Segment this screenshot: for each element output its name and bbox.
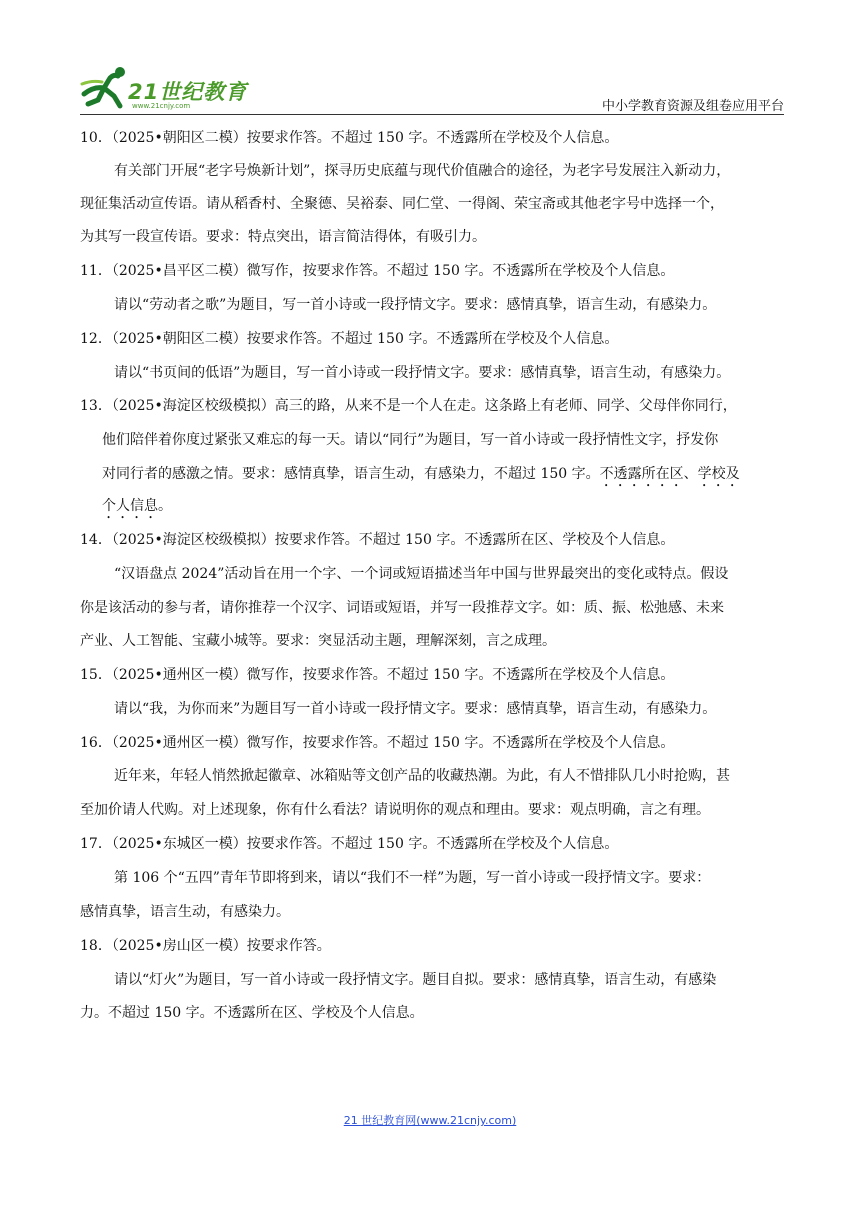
logo [80, 64, 280, 114]
question-body-line: 产业、人工智能、宝藏小城等。要求：突显活动主题，理解深刻，言之成理。 [80, 633, 556, 649]
question-title: 11．（2025•昌平区二模）微写作，按要求作答。不超过 150 字。不透露所在学校及个人信息。 [80, 263, 675, 279]
question-body-line [102, 464, 740, 490]
logo-text: 21世纪教育 [128, 80, 248, 104]
question-title: 12．（2025•朝阳区二模）按要求作答。不超过 150 字。不透露所在学校及个人信息。 [80, 331, 619, 347]
question-title: 15．（2025•通州区一模）微写作，按要求作答。不超过 150 字。不透露所在学校及个人信息。 [80, 667, 675, 683]
question-body-line: 力。不超过 150 字。不透露所在区、学校及个人信息。 [80, 1005, 424, 1021]
question-title: 17．（2025•东城区一模）按要求作答。不超过 150 字。不透露所在学校及个人信息。 [80, 836, 619, 852]
question-body-text: 对同行者的感激之情。要求：感情真挚，语言生动，有感染力，不超过 150 字。 [102, 466, 600, 482]
question-body-line: 感情真挚，语言生动，有感染力。 [80, 904, 290, 920]
question-body-line: 请以“灯火”为题目，写一首小诗或一段抒情文字。题目自拟。要求：感情真挚，语言生动，有感染 [114, 972, 717, 988]
emphasized-text: 不透露所在区、学校及 [599, 466, 740, 482]
question-title: 18．（2025•房山区一模）按要求作答。 [80, 938, 331, 954]
question-body-line: 第 106 个“五四”青年节即将到来，请以“我们不一样”为题，写一首小诗或一段抒情文字。要求： [114, 870, 711, 886]
question-title: 13．（2025•海淀区校级模拟）高三的路，从来不是一个人在走。这条路上有老师、同学、父母伴你同行， [80, 398, 737, 414]
question-body-line: 有关部门开展“老字号焕新计划”，探寻历史底蕴与现代价值融合的途径，为老字号发展注入新动力， [114, 163, 731, 179]
page-header [80, 64, 784, 114]
question-body-line: 你是该活动的参与者，请你推荐一个汉字、词语或短语，并写一段推荐文字。如：质、振、松弛感、未来 [80, 600, 724, 616]
question-title: 10．（2025•朝阳区二模）按要求作答。不超过 150 字。不透露所在学校及个人信息。 [80, 130, 619, 146]
question-body-line: 近年来，年轻人悄然掀起徽章、冰箱贴等文创产品的收藏热潮。为此，有人不惜排队几小时抢购，甚 [114, 768, 730, 784]
emphasized-text: 个人信息。 [102, 498, 172, 514]
footer-link[interactable]: 21 世纪教育网(www.21cnjy.com) [343, 1114, 517, 1127]
question-body-line: 请以“我，为你而来”为题目写一首小诗或一段抒情文字。要求：感情真挚，语言生动，有感染力。 [114, 701, 717, 717]
runner-logo-icon [80, 64, 130, 114]
question-body-line: 为其写一段宣传语。要求：特点突出，语言简洁得体，有吸引力。 [80, 229, 486, 245]
question-body-line: 请以“书页间的低语”为题目，写一首小诗或一段抒情文字。要求：感情真挚，语言生动，有感染力。 [114, 365, 731, 381]
question-title: 16．（2025•通州区一模）微写作，按要求作答。不超过 150 字。不透露所在学校及个人信息。 [80, 735, 675, 751]
header-divider [80, 114, 784, 115]
question-title: 14．（2025•海淀区校级模拟）按要求作答。不超过 150 字。不透露所在区、学校及个人信息。 [80, 532, 675, 548]
question-body-line: 请以“劳动者之歌”为题目，写一首小诗或一段抒情文字。要求：感情真挚，语言生动，有感染力。 [114, 297, 717, 313]
question-body-line: 现征集活动宣传语。请从稻香村、全聚德、吴裕泰、同仁堂、一得阁、荣宝斋或其他老字号中选择一个， [80, 196, 724, 212]
platform-title: 中小学教育资源及组卷应用平台 [601, 99, 784, 114]
logo-url: www.21cnjy.com [132, 102, 191, 110]
question-body-line: 他们陪伴着你度过紧张又难忘的每一天。请以“同行”为题目，写一首小诗或一段抒情性文字，抒发你 [102, 432, 719, 448]
question-body-line: “汉语盘点 2024”活动旨在用一个字、一个词或短语描述当年中国与世界最突出的变化或特点。假设 [114, 566, 729, 582]
question-body-line: 至加价请人代购。对上述现象，你有什么看法？请说明你的观点和理由。要求：观点明确，言之有理。 [80, 802, 710, 818]
